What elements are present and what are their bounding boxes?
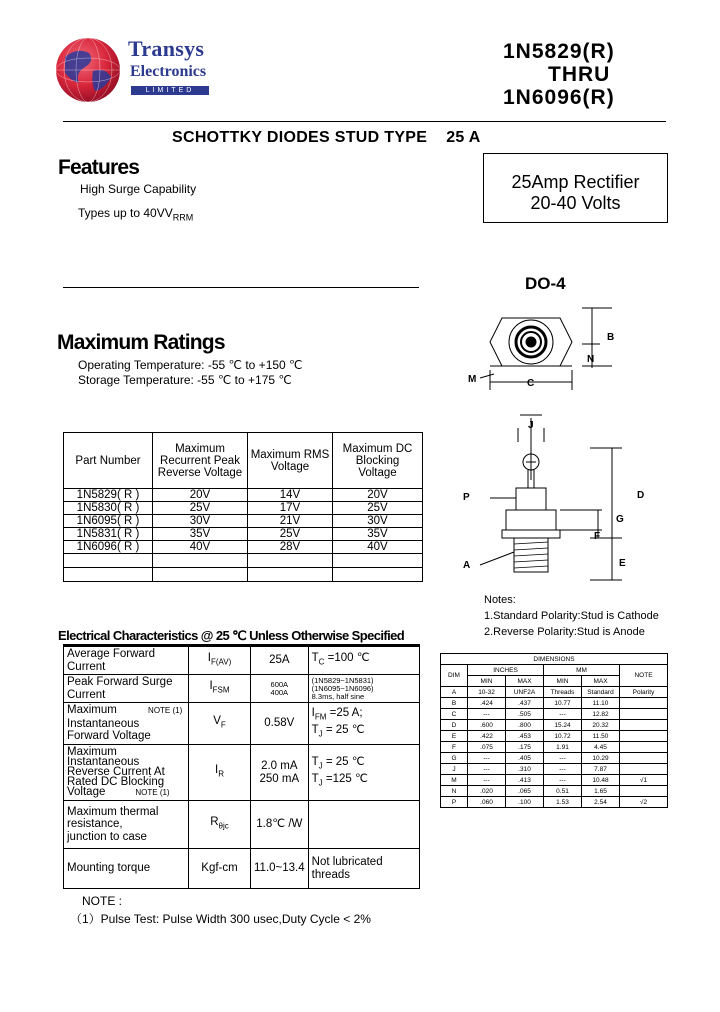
notes-label: Notes:	[484, 594, 516, 606]
table-row: B .424 .437 10.77 11.10	[441, 698, 668, 709]
globe-logo-icon	[55, 37, 121, 103]
ratings-table	[63, 432, 423, 582]
dim-title: DIMENSIONS	[441, 654, 668, 665]
table-row: G --- .405 --- 10.29	[441, 753, 668, 764]
label-G: G	[616, 514, 624, 525]
features-rule	[63, 287, 419, 288]
label-E: E	[619, 558, 626, 569]
table-row: Mounting torque Kgf-cm 11.0~13.4 Not lubricated threads	[64, 849, 420, 889]
part-line2: THRU	[548, 63, 611, 86]
operating-temp: Operating Temperature: -55 ℃ to +150 ℃	[78, 358, 303, 372]
elec-table	[63, 646, 420, 889]
summary-line1: 25Amp Rectifier	[511, 172, 640, 192]
table-row	[64, 568, 423, 582]
th-part: Part Number	[64, 433, 153, 489]
table-row: 1N6096( R ) 40V 28V 40V	[64, 541, 423, 554]
label-J: J	[528, 420, 534, 431]
part-line1: 1N5829(R)	[503, 40, 615, 63]
label-C: C	[527, 378, 535, 389]
th-rms: Maximum RMS Voltage	[248, 433, 333, 489]
feature-item: Types up to $40VV_{RRM}$	[78, 206, 194, 223]
brand-sub: Electronics	[130, 63, 207, 80]
table-row: Average Forward Current $I_{F(AV)}$ 25A $T_C =100$ ℃	[64, 647, 420, 675]
label-M: M	[468, 374, 477, 385]
table-row	[64, 554, 423, 568]
storage-temp: Storage Temperature: -55 ℃ to +175 ℃	[78, 373, 292, 387]
label-D: D	[637, 490, 645, 501]
table-row: 1N5830( R ) 25V 17V 25V	[64, 502, 423, 515]
note-label: NOTE :	[82, 894, 123, 908]
dimension-table: DIMENSIONS DIM INCHES MM NOTE MIN MAX MIN MAX A 10-32 UNF2A Threads Standard Polarity B .424 .437 10.77 11.10 C --- .505 --- 12.82 D .600 .800 15.24 20.32 E .422 .453 10.72 11.50 F .075 .175 1.91 4.45 G --- .405 --- 10.29 J --- .310 --- 7.87 M --- .413 --- 10.48 √1 N .020 .065 0.51 1.65 P .060 .100 1.53 2.54 √2	[440, 653, 668, 808]
table-row: F .075 .175 1.91 4.45	[441, 742, 668, 753]
table-row: Maximum Instantaneous Reverse Current At Rated DC Blocking Voltage NOTE (1) $I_R$ 2.0 mA 250 mA $T_J = 25$ ℃ $T_J =125$ ℃	[64, 745, 420, 801]
header-rule	[63, 121, 666, 122]
table-row: J --- .310 --- 7.87	[441, 764, 668, 775]
package-label: DO-4	[525, 274, 566, 293]
label-F: F	[594, 531, 601, 542]
label-P: P	[463, 492, 470, 503]
label-B: B	[607, 332, 615, 343]
label-N: N	[587, 354, 595, 365]
table-row: M --- .413 --- 10.48 √1	[441, 775, 668, 786]
table-row: A 10-32 UNF2A Threads Standard Polarity	[441, 687, 668, 698]
th-dc: Maximum DC Blocking Voltage	[333, 433, 423, 489]
brand-tag: LIMITED	[131, 86, 209, 95]
table-row: Peak Forward Surge Current $I_{FSM}$ 600A 400A (1N5829~1N5831) (1N6095~1N6096) 8.3ms, half sine	[64, 675, 420, 703]
part-line3: 1N6096(R)	[503, 86, 615, 109]
package-diagram	[460, 300, 645, 580]
table-row: 1N5829( R ) 20V 14V 20V	[64, 489, 423, 502]
table-row: P .060 .100 1.53 2.54 √2	[441, 797, 668, 808]
feature-item: High Surge Capability	[80, 182, 197, 196]
summary-line2: 20-40 Volts	[530, 193, 621, 213]
elec-heading: Electrical Characteristics @ 25 ℃ Unless Otherwise Specified	[58, 628, 405, 643]
notes-1: 1.Standard Polarity:Stud is Cathode	[484, 610, 659, 622]
table-row: 1N6095( R ) 30V 21V 30V	[64, 515, 423, 528]
th-vrrm: Maximum Recurrent Peak Reverse Voltage	[153, 433, 248, 489]
table-row: Maximum thermal resistance, junction to case $R_{\theta jc}$ 1.8℃ /W	[64, 801, 420, 849]
page-title: SCHOTTKY DIODES STUD TYPE 25 A	[172, 129, 481, 146]
table-row: 1N5831( R ) 35V 25V 35V	[64, 528, 423, 541]
table-row: N .020 .065 0.51 1.65	[441, 786, 668, 797]
max-ratings-heading: Maximum Ratings	[57, 331, 225, 354]
label-A: A	[463, 560, 471, 571]
summary-box	[483, 153, 668, 223]
features-heading: Features	[58, 156, 140, 179]
table-row: D .600 .800 15.24 20.32	[441, 720, 668, 731]
table-row: E .422 .453 10.72 11.50	[441, 731, 668, 742]
notes-2: 2.Reverse Polarity:Stud is Anode	[484, 626, 645, 638]
table-row: C --- .505 --- 12.82	[441, 709, 668, 720]
note-text: （1）Pulse Test: Pulse Width 300 usec,Duty Cycle < 2%	[70, 912, 371, 926]
table-row: Maximum NOTE (1) Instantaneous Forward Voltage $V_F$ 0.58V $I_{FM} =25$ A; $T_J = 25$ ℃	[64, 703, 420, 745]
brand-name: Transys	[128, 36, 205, 61]
